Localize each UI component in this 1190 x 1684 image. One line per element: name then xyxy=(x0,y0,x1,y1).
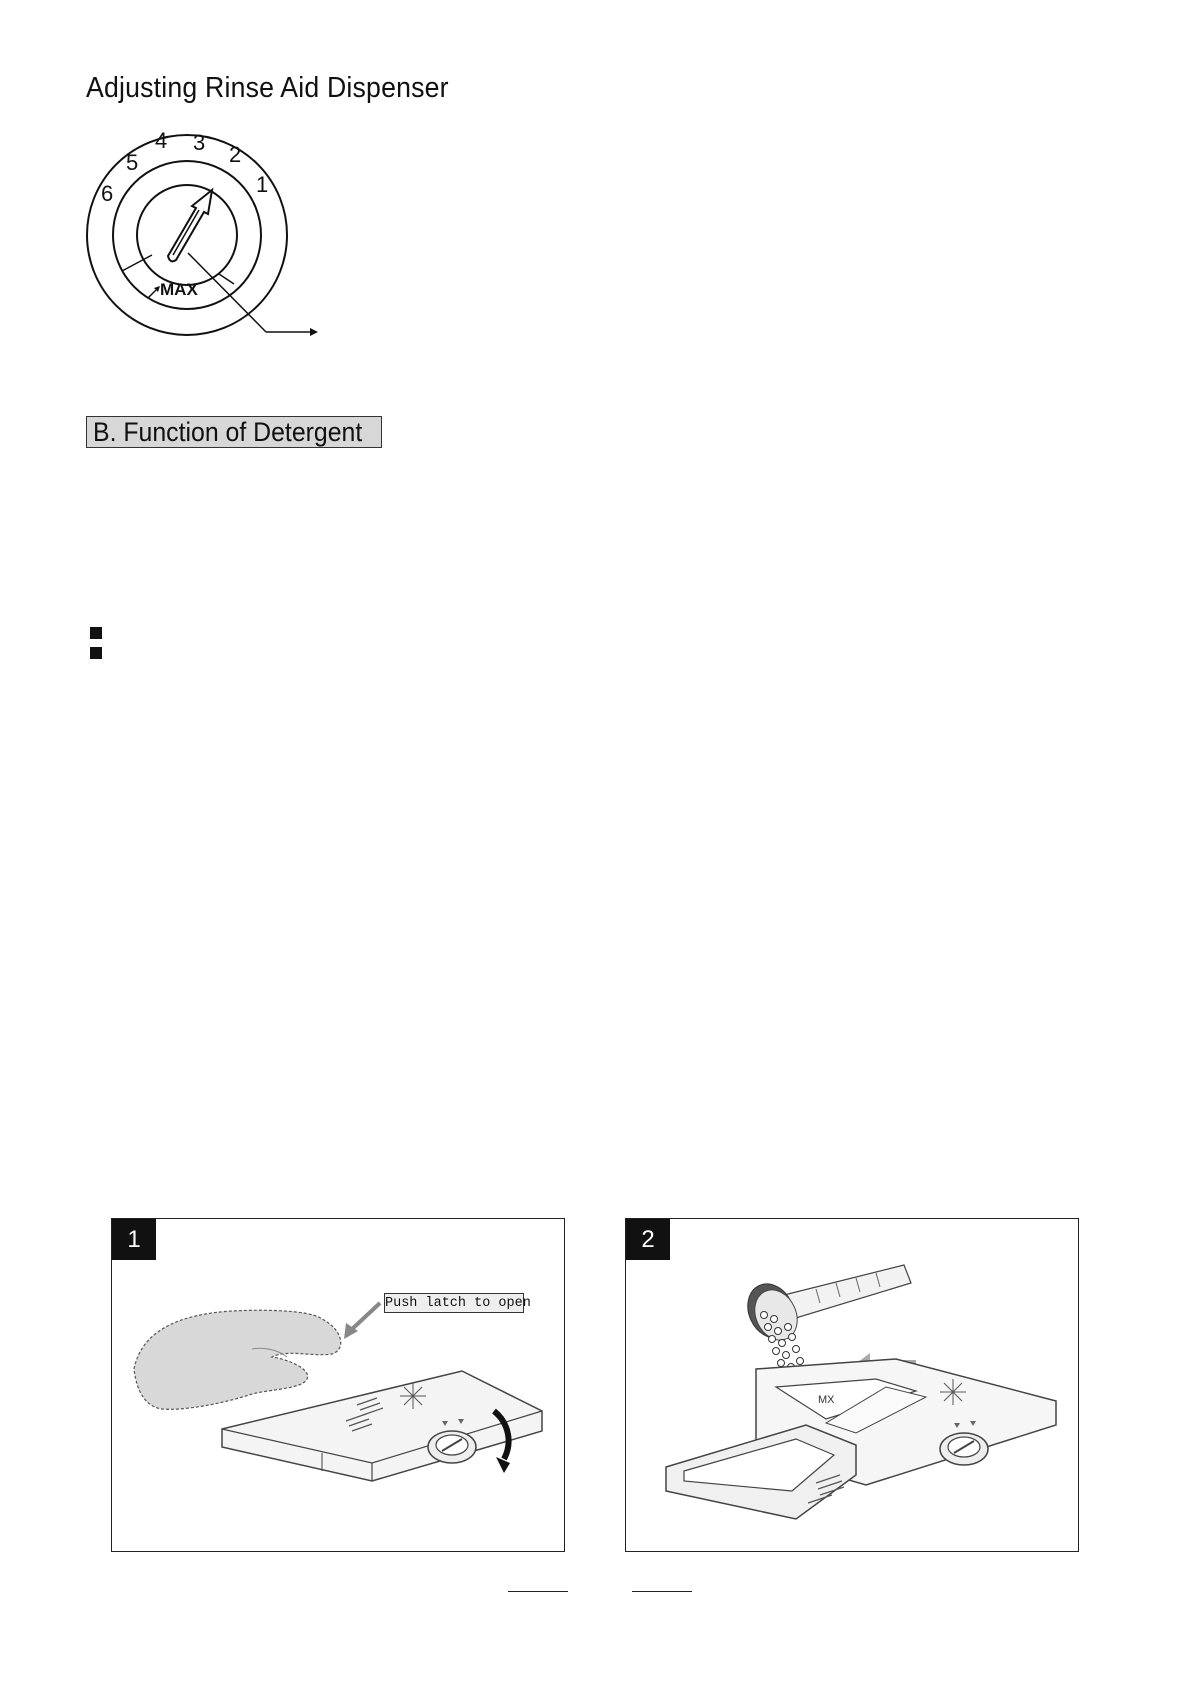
page-heading: Adjusting Rinse Aid Dispenser xyxy=(86,72,449,104)
figure-2-panel xyxy=(625,1218,1079,1552)
dial-max-label: MAX xyxy=(160,280,198,299)
dial-number-5: 5 xyxy=(126,150,139,175)
section-title: B. Function of Detergent xyxy=(93,417,363,447)
dial-number-6: 6 xyxy=(101,181,114,206)
bullet-marker xyxy=(90,647,102,659)
figure-1-number: 1 xyxy=(112,1219,156,1260)
footer-rule xyxy=(508,1591,568,1592)
dial-number-3: 3 xyxy=(193,130,206,155)
latch-callout: Push latch to open xyxy=(384,1293,524,1313)
footer-rule xyxy=(632,1591,692,1592)
svg-text:MX: MX xyxy=(818,1394,835,1406)
hand-pushing-latch-icon xyxy=(112,1219,565,1552)
rinse-aid-dial-icon xyxy=(84,124,324,344)
figure-2-number: 2 xyxy=(626,1219,670,1260)
dial-number-4: 4 xyxy=(155,128,168,153)
bullet-marker xyxy=(90,627,102,639)
dial-number-1: 1 xyxy=(256,172,269,197)
detergent-scoop-pouring-icon xyxy=(626,1219,1079,1552)
figure-1-panel xyxy=(111,1218,565,1552)
dial-number-2: 2 xyxy=(229,142,242,167)
